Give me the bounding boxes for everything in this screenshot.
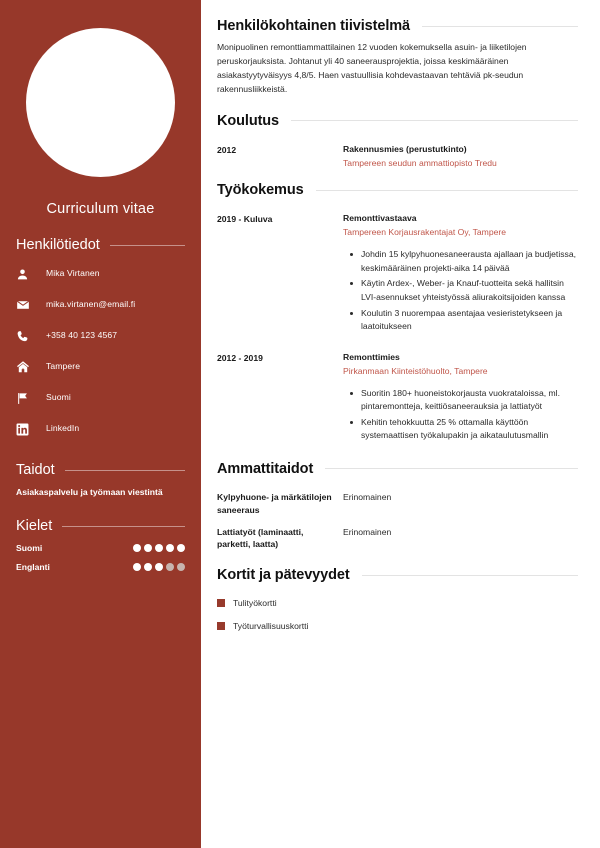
education-degree: Rakennusmies (perustutkinto) — [343, 143, 467, 154]
summary-text: Monipuolinen remonttiammattilainen 12 vuoden kokemuksella asuin- ja liiketilojen peruskorjauksista. Johtanut yli 40 saneerausprojektia, joissa keskimääräinen asiakastyytyväisyys 4,8/5. Haen vastuullisia kohdevastaavan tehtäviä pk-seudun rakennusliikkeistä. — [217, 42, 527, 94]
contact-row-email[interactable] — [16, 292, 185, 318]
sidebar-section-header-skills — [16, 462, 185, 478]
experience-bullet-list — [343, 387, 578, 443]
profile-photo-placeholder[interactable] — [26, 28, 175, 177]
home-icon — [16, 360, 38, 374]
square-bullet-icon — [217, 622, 225, 630]
sidebar-skills-heading: Taidot — [16, 462, 55, 478]
sidebar-languages-heading: Kielet — [16, 518, 53, 535]
flag-icon — [16, 392, 38, 405]
experience-role: Remonttivastaava — [343, 213, 417, 224]
section-title: Koulutus — [217, 112, 280, 129]
certificate-label: Tulityökortti — [233, 598, 277, 609]
language-rating-dots — [133, 544, 185, 552]
language-row — [16, 543, 185, 553]
education-body — [343, 143, 578, 170]
square-bullet-icon — [217, 599, 225, 607]
professional-skill-row — [217, 526, 578, 552]
certificate-row — [217, 620, 578, 632]
contact-value-location: Tampere — [46, 361, 81, 372]
divider-line — [62, 526, 185, 527]
contact-row-location — [16, 354, 185, 380]
section-title: Työkokemus — [217, 182, 304, 199]
envelope-icon — [16, 298, 38, 312]
divider-line — [362, 575, 578, 576]
contact-row-nationality — [16, 385, 185, 411]
linkedin-icon — [16, 423, 38, 436]
education-period: 2012 — [217, 144, 237, 155]
sidebar-section-header-languages — [16, 518, 185, 534]
person-icon — [16, 268, 38, 281]
contact-value-email: mika.virtanen@email.fi — [46, 299, 136, 310]
experience-role: Remonttimies — [343, 351, 400, 362]
rating-dot-filled — [133, 544, 141, 552]
section-certificates — [217, 567, 578, 632]
profile-photo-wrapper — [16, 0, 185, 177]
rating-dot-filled — [177, 544, 185, 552]
section-summary — [217, 18, 578, 97]
rating-dot-empty — [166, 563, 174, 571]
divider-line — [422, 26, 578, 27]
experience-bullet: Kehitin tehokkuutta 25 % ottamalla käyttöön systemaattisen työkalupakin ja aikataulutusmallin — [361, 416, 578, 443]
professional-skill-name: Lattiatyöt (laminaatti, parketti, laatta) — [217, 526, 304, 550]
section-header-experience — [217, 182, 578, 198]
sidebar-skill-item: Asiakaspalvelu ja työmaan viestintä — [16, 487, 163, 497]
section-title: Kortit ja pätevyydet — [217, 567, 350, 584]
contact-value-linkedin: LinkedIn — [46, 423, 80, 434]
professional-skill-name: Kylpyhuone- ja märkätilojen saneeraus — [217, 491, 332, 515]
language-name: Suomi — [16, 543, 43, 554]
language-name: Englanti — [16, 562, 50, 573]
experience-bullet: Suoritin 180+ huoneistokorjausta vuokrataloissa, ml. pintaremontteja, keittiösaneerauksia ja lattiatyöt — [361, 387, 578, 414]
experience-employer: Pirkanmaan Kiinteistöhuolto, Tampere — [343, 365, 488, 376]
contact-row-phone[interactable] — [16, 323, 185, 349]
professional-skill-row — [217, 491, 578, 517]
experience-entry — [217, 212, 578, 335]
experience-employer: Tampereen Korjausrakentajat Oy, Tampere — [343, 227, 507, 238]
professional-skill-level: Erinomainen — [343, 526, 392, 537]
divider-line — [316, 190, 578, 191]
rating-dot-filled — [155, 563, 163, 571]
rating-dot-filled — [155, 544, 163, 552]
divider-line — [325, 468, 578, 469]
contact-value-phone: +358 40 123 4567 — [46, 330, 118, 341]
experience-bullet-list — [343, 248, 578, 333]
main-content — [201, 0, 600, 848]
section-education — [217, 113, 578, 170]
education-institution: Tampereen seudun ammattiopisto Tredu — [343, 157, 497, 168]
contact-row-name — [16, 261, 185, 287]
language-rating-dots — [133, 563, 185, 571]
divider-line — [291, 120, 578, 121]
divider-line — [65, 470, 185, 471]
contact-row-linkedin[interactable] — [16, 416, 185, 442]
experience-bullet: Johdin 15 kylpyhuonesaneerausta ajallaan ja budjetissa, keskimääräinen projekti-aika 14 päivää — [361, 248, 578, 275]
contact-value-nationality: Suomi — [46, 392, 71, 403]
experience-bullet: Koulutin 3 nuorempaa asentajaa vesieristetykseen ja laatoitukseen — [361, 307, 578, 334]
rating-dot-filled — [144, 563, 152, 571]
section-header-education — [217, 113, 578, 129]
experience-period: 2019 - Kuluva — [217, 214, 273, 225]
rating-dot-empty — [177, 563, 185, 571]
section-header-certificates — [217, 567, 578, 583]
certificate-label: Työturvallisuuskortti — [233, 621, 309, 632]
experience-body — [343, 212, 578, 335]
rating-dot-filled — [144, 544, 152, 552]
contact-value-name: Mika Virtanen — [46, 268, 100, 279]
education-entry — [217, 143, 578, 170]
rating-dot-filled — [166, 544, 174, 552]
section-title: Henkilökohtainen tiivistelmä — [217, 18, 410, 34]
professional-skill-level: Erinomainen — [343, 491, 392, 502]
sidebar — [0, 0, 201, 848]
experience-bullet: Käytin Ardex-, Weber- ja Knauf-tuotteita sekä hallitsin LVI-asennukset yhteistyössä aliurakoitsijoiden kanssa — [361, 277, 578, 304]
experience-body — [343, 351, 578, 445]
section-title: Ammattitaidot — [217, 460, 314, 477]
cv-title: Curriculum vitae — [46, 201, 155, 217]
sidebar-personal-heading: Henkilötiedot — [16, 237, 100, 253]
section-experience — [217, 182, 578, 444]
sidebar-section-header-personal — [16, 237, 185, 253]
experience-entry — [217, 351, 578, 445]
section-header-summary — [217, 18, 578, 34]
section-header-professional-skills — [217, 461, 578, 477]
divider-line — [110, 245, 185, 246]
section-professional-skills — [217, 461, 578, 552]
certificate-row — [217, 597, 578, 609]
experience-period: 2012 - 2019 — [217, 352, 263, 363]
language-row — [16, 562, 185, 572]
phone-icon — [16, 330, 38, 343]
rating-dot-filled — [133, 563, 141, 571]
